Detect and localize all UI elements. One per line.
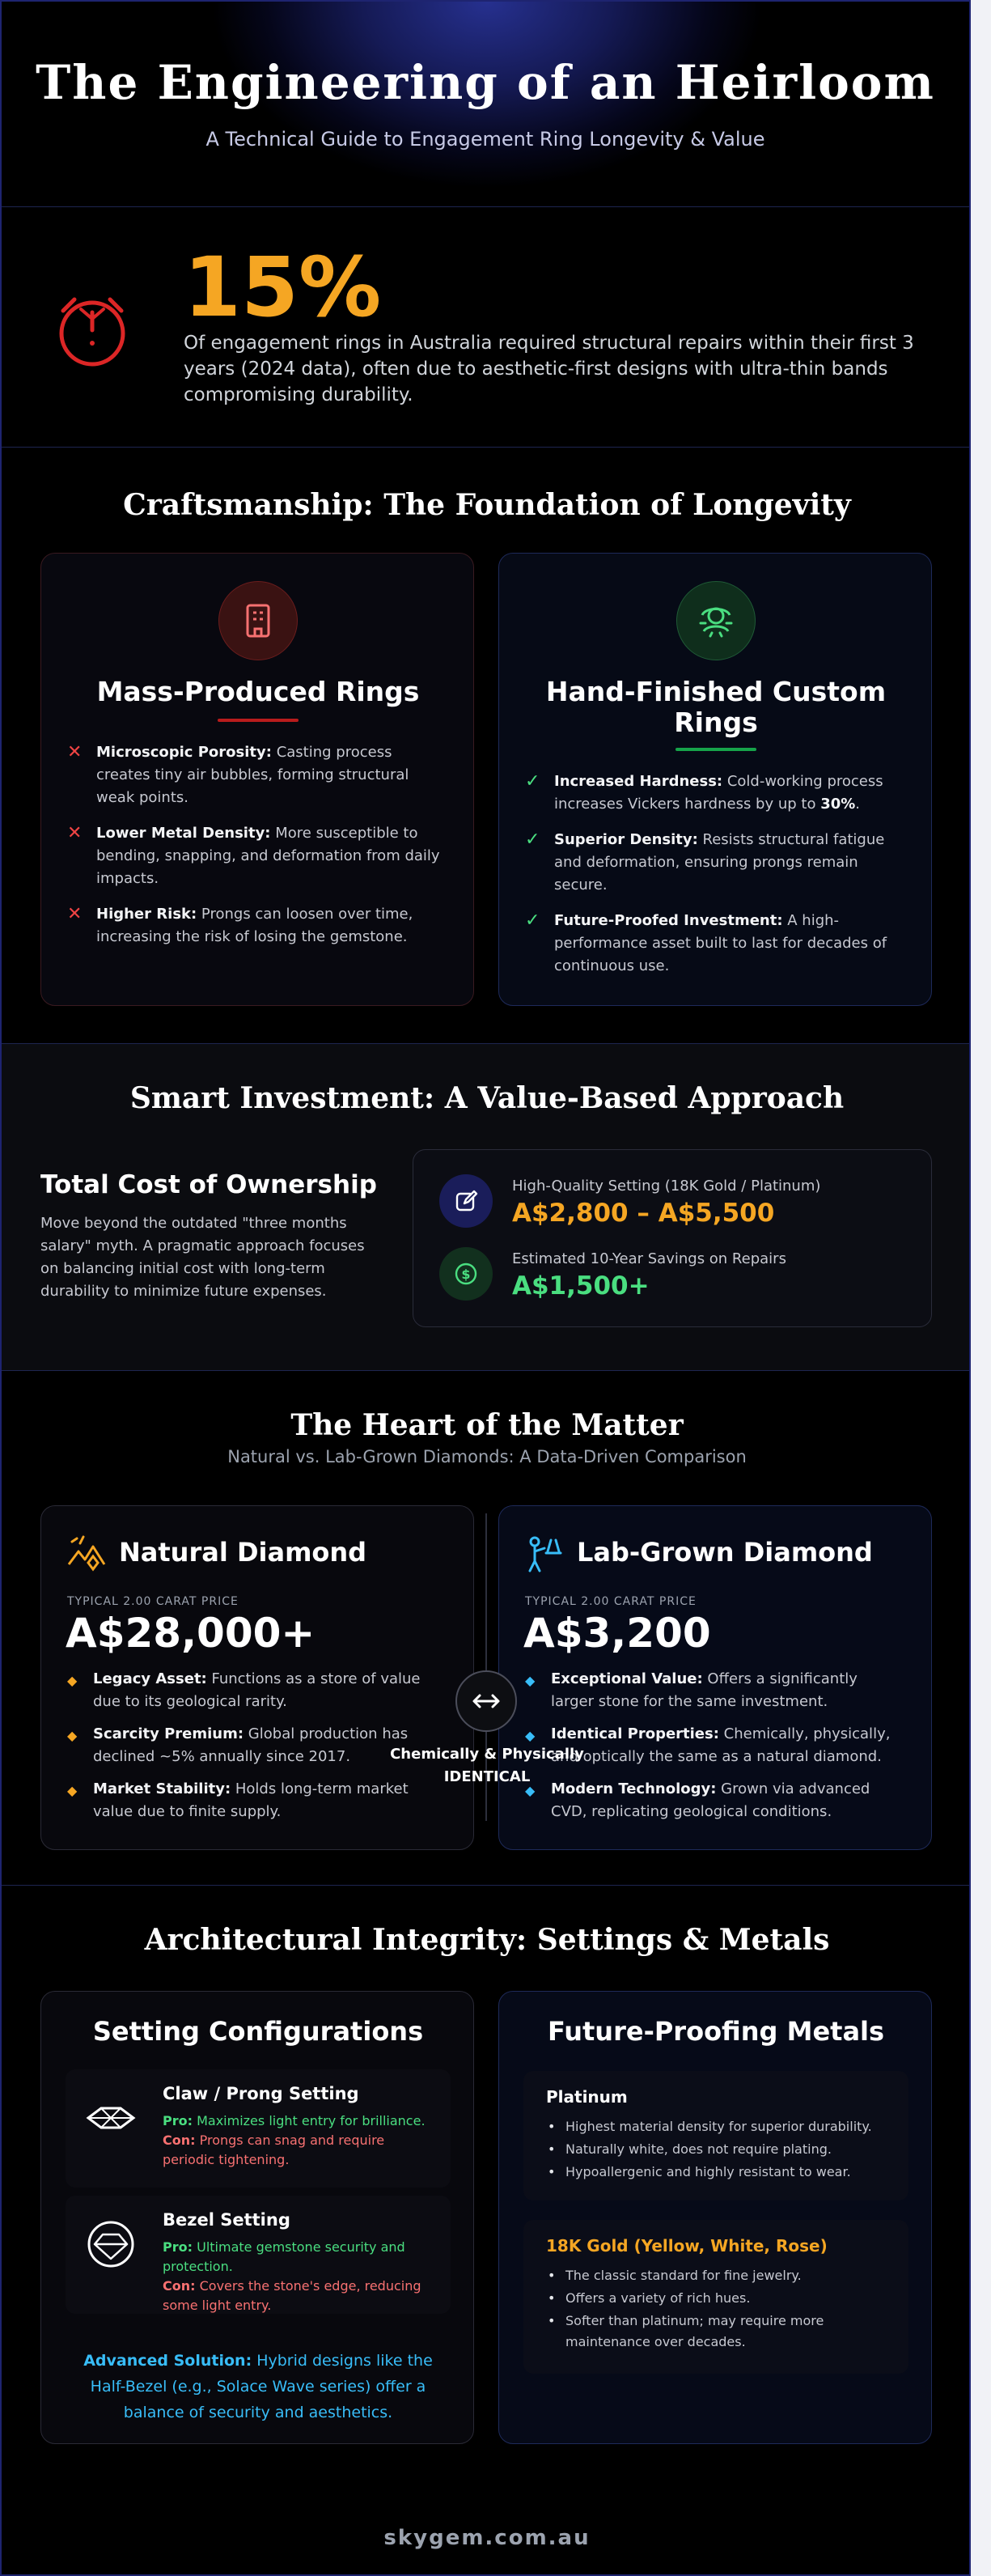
investment-section (2, 1044, 969, 1371)
con-label: Con: (163, 2133, 196, 2148)
item-text: Prongs can loosen over time, increasing the risk of losing the gemstone. (96, 906, 413, 945)
title-underline (218, 719, 299, 722)
x-icon: ✕ (67, 823, 83, 843)
item-text: Holds long-term market value due to finite supply. (93, 1780, 409, 1820)
x-icon: ✕ (67, 742, 83, 762)
metal-points (546, 2116, 886, 2183)
price-caption: TYPICAL 2.00 CARAT PRICE (67, 1595, 239, 1608)
price-value: A$3,200 (523, 1610, 711, 1657)
item-strong: 30% (820, 796, 856, 813)
diamond-bullet-icon: ◆ (67, 1673, 78, 1688)
item-text: Offers a significantly larger stone for the same investment. (551, 1670, 858, 1710)
scientist-icon (523, 1534, 565, 1576)
metal-name: 18K Gold (Yellow, White, Rose) (546, 2236, 828, 2256)
setting-con (163, 2131, 438, 2170)
list-item (67, 822, 447, 890)
title-underline (675, 748, 756, 751)
item-text: A high-performance asset built to last for decades of continuous use. (554, 912, 887, 974)
list-item: • Softer than platinum; may require more maintenance over decades. (546, 2311, 886, 2353)
item-text: Casting process creates tiny air bubbles, forming structural weak points. (96, 744, 409, 806)
item-text: Cold-working process increases Vickers hardness by up to (554, 773, 883, 813)
swap-arrows-icon (455, 1670, 517, 1732)
craftsmanship-section (2, 448, 969, 1044)
item-label: Lower Metal Density: (96, 825, 271, 842)
item-label: Legacy Asset: (93, 1670, 207, 1687)
item-label: Modern Technology: (551, 1780, 717, 1797)
gold-box (523, 2220, 908, 2374)
custom-ring-card (498, 553, 932, 1006)
tco-description: Move beyond the outdated "three months salary" myth. A pragmatic approach focuses on balancing initial cost with long-term durability to minimize future expenses. (40, 1215, 365, 1300)
mountain-icon (66, 1534, 108, 1576)
item-label: Exceptional Value: (551, 1670, 703, 1687)
item-label: Higher Risk: (96, 906, 197, 923)
natural-diamond-card (40, 1505, 474, 1850)
check-icon: ✓ (525, 771, 540, 791)
setting-con (163, 2277, 438, 2315)
list-item (67, 1668, 439, 1713)
diamond-bullet-icon: ◆ (525, 1673, 536, 1688)
list-item (525, 770, 905, 816)
list-item (525, 1668, 897, 1713)
list-item: • Hypoallergenic and highly resistant to wear. (546, 2162, 886, 2183)
card-title: Setting Configurations (92, 2016, 424, 2047)
con-text: Prongs can snag and require periodic tightening. (163, 2133, 385, 2167)
list-item (525, 829, 905, 897)
diamond-bullet-icon: ◆ (525, 1783, 536, 1798)
price-value: A$28,000+ (66, 1610, 316, 1657)
pro-text: Ultimate gemstone security and protection. (163, 2239, 405, 2274)
factory-icon (218, 581, 298, 660)
bezel-setting-box (66, 2196, 451, 2314)
item-label: Superior Density: (554, 831, 698, 848)
item-text: Global production has declined ~5% annually since 2017. (93, 1725, 409, 1765)
setting-pro (163, 2111, 438, 2131)
list-item: • The classic standard for fine jewelry. (546, 2265, 886, 2286)
claw-setting-icon (83, 2090, 138, 2145)
page-title: The Engineering of an Heirloom (36, 55, 935, 110)
edit-icon (439, 1174, 493, 1228)
check-icon: ✓ (525, 910, 540, 931)
diamond-comparison-section (2, 1371, 969, 1886)
advanced-label: Advanced Solution: (83, 2352, 252, 2370)
card-title: Future-Proofing Metals (547, 2016, 885, 2047)
card-title: Natural Diamond (119, 1537, 367, 1568)
alarm-clock-icon (50, 288, 134, 372)
identical-label (374, 1743, 600, 1789)
setting-pro (163, 2238, 438, 2277)
savings-label: Estimated 10-Year Savings on Repairs (512, 1250, 786, 1267)
pro-label: Pro: (163, 2113, 193, 2128)
list-item: • Highest material density for superior durability. (546, 2116, 886, 2137)
item-text: Functions as a store of value due to its geological rarity. (93, 1670, 421, 1710)
setting-cost-value: A$2,800 – A$5,500 (512, 1199, 775, 1228)
identical-line: IDENTICAL (443, 1768, 531, 1785)
section-title: Architectural Integrity: Settings & Metals (144, 1923, 830, 1957)
diamond-bullet-icon: ◆ (67, 1728, 78, 1743)
stat-value: 15% (184, 240, 382, 336)
title-line: Rings (674, 707, 758, 738)
item-label: Microscopic Porosity: (96, 744, 272, 761)
repair-stat-section (2, 207, 969, 448)
claw-setting-box (66, 2069, 451, 2188)
mass-produced-card (40, 553, 474, 1006)
page-edge-strip (971, 0, 991, 2576)
hero-header (2, 2, 969, 207)
card-title (515, 677, 917, 738)
list-item (67, 741, 447, 809)
x-icon: ✕ (67, 904, 83, 924)
section-title: The Heart of the Matter (290, 1408, 684, 1442)
metal-points (546, 2265, 886, 2353)
item-label: Increased Hardness: (554, 773, 723, 790)
setting-configurations-card (40, 1991, 474, 2444)
future-proofing-metals-card (498, 1991, 932, 2444)
setting-name: Claw / Prong Setting (163, 2084, 359, 2103)
item-label: Market Stability: (93, 1780, 231, 1797)
list-item (67, 903, 447, 948)
pro-text: Maximizes light entry for brilliance. (193, 2113, 426, 2128)
diamond-bullet-icon: ◆ (525, 1728, 536, 1743)
metal-name: Platinum (546, 2087, 628, 2107)
card-title: Lab-Grown Diamond (577, 1537, 873, 1568)
item-text: Resists structural fatigue and deformation, ensuring prongs remain secure. (554, 831, 885, 893)
lab-grown-diamond-card (498, 1505, 932, 1850)
advanced-text: Hybrid designs like the Half-Bezel (e.g., Solace Wave series) offer a balance of security and aesthetics. (90, 2352, 433, 2421)
list-item (525, 910, 905, 978)
page-subtitle: A Technical Guide to Engagement Ring Longevity & Value (205, 128, 765, 151)
item-label: Identical Properties: (551, 1725, 719, 1742)
craftsman-icon (676, 581, 756, 660)
footer-domain-link[interactable]: skygem.com.au (383, 2526, 591, 2550)
item-text: Grown via advanced CVD, replicating geological conditions. (551, 1780, 870, 1820)
savings-value: A$1,500+ (512, 1271, 650, 1301)
footer (2, 2497, 971, 2576)
item-tail: . (855, 796, 861, 813)
price-box (413, 1149, 932, 1327)
setting-cost-label: High-Quality Setting (18K Gold / Platinum) (512, 1178, 821, 1195)
item-label: Future-Proofed Investment: (554, 912, 783, 929)
tco-title: Total Cost of Ownership (40, 1170, 377, 1199)
check-icon: ✓ (525, 830, 540, 850)
list-item: • Naturally white, does not require plating. (546, 2139, 886, 2160)
price-caption: TYPICAL 2.00 CARAT PRICE (525, 1595, 697, 1608)
con-label: Con: (163, 2278, 196, 2294)
card-title: Mass-Produced Rings (96, 676, 420, 707)
item-text: More susceptible to bending, snapping, and deformation from daily impacts. (96, 825, 440, 887)
platinum-box (523, 2071, 908, 2200)
section-title: Smart Investment: A Value-Based Approach (129, 1081, 845, 1115)
bezel-setting-icon (83, 2217, 138, 2272)
dollar-coin-icon (439, 1247, 493, 1301)
advanced-solution-note (66, 2348, 451, 2425)
identical-line: Chemically & Physically (390, 1746, 584, 1763)
item-label: Scarcity Premium: (93, 1725, 244, 1742)
section-subtitle: Natural vs. Lab-Grown Diamonds: A Data-Driven Comparison (227, 1447, 747, 1466)
con-text: Covers the stone's edge, reducing some light entry. (163, 2278, 421, 2313)
diamond-bullet-icon: ◆ (67, 1783, 78, 1798)
section-title: Craftsmanship: The Foundation of Longevity (123, 488, 851, 522)
settings-metals-section (2, 1886, 969, 2501)
item-text: Chemically, physically, and optically the same as a natural diamond. (551, 1725, 891, 1765)
setting-name: Bezel Setting (163, 2210, 290, 2230)
list-item: • Offers a variety of rich hues. (546, 2288, 886, 2309)
title-line: Hand-Finished Custom (545, 676, 887, 707)
svg-text:$: $ (461, 1267, 471, 1282)
pro-label: Pro: (163, 2239, 193, 2255)
stat-description: Of engagement rings in Australia required structural repairs within their first 3 years (2024 data), often due to aesthetic-first designs with ultra-thin bands compromising durability. (184, 333, 914, 405)
